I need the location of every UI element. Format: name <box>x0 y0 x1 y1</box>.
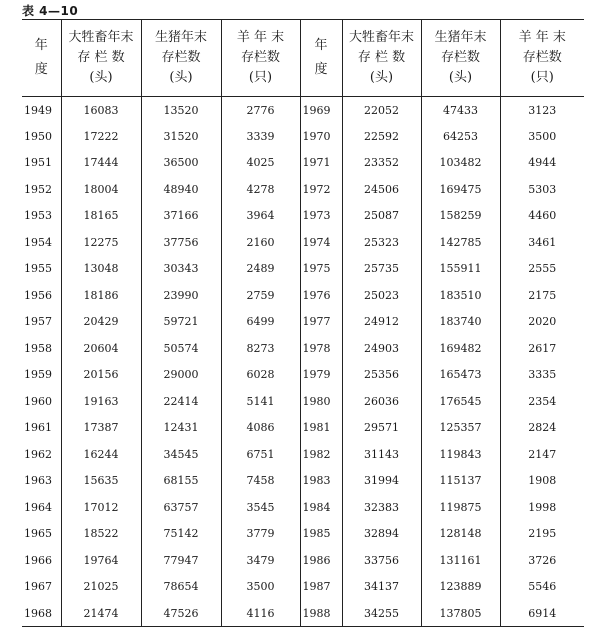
header-cattle-right: 大牲畜年末 存 栏 数 (头) <box>342 20 421 97</box>
cell-pig-left: 31520 <box>141 123 221 150</box>
cell-cattle-left: 17387 <box>61 415 141 442</box>
cell-sheep-left: 2776 <box>221 97 300 124</box>
cell-year-right: 1978 <box>300 335 342 362</box>
cell-sheep-right: 2175 <box>500 282 584 309</box>
cell-year-right: 1972 <box>300 176 342 203</box>
cell-year-left: 1955 <box>24 262 52 276</box>
cell-pig-left: 12431 <box>141 415 221 442</box>
cell-year-left: 1957 <box>24 315 52 329</box>
cell-cattle-left: 17222 <box>61 123 141 150</box>
cell-cattle-right: 33756 <box>342 547 421 574</box>
cell-cattle-left: 19764 <box>61 547 141 574</box>
cell-sheep-right: 3335 <box>500 362 584 389</box>
cell-year-left: 1949 <box>24 103 52 117</box>
cell-pig-left: 36500 <box>141 150 221 177</box>
cell-pig-right: 158259 <box>421 203 500 230</box>
cell-pig-right: 183740 <box>421 309 500 336</box>
cell-pig-right: 131161 <box>421 547 500 574</box>
cell-year-left: 1958 <box>24 341 52 355</box>
cell-cattle-left: 18165 <box>61 203 141 230</box>
cell-sheep-right: 3123 <box>500 97 584 124</box>
cell-cattle-right: 34255 <box>342 600 421 627</box>
cell-year-right: 1977 <box>300 309 342 336</box>
cell-sheep-left: 3545 <box>221 494 300 521</box>
cell-cattle-left: 18004 <box>61 176 141 203</box>
cell-year-left: 1952 <box>24 182 52 196</box>
header-pig-right: 生猪年末 存栏数 (头) <box>421 20 500 97</box>
table-body <box>22 97 584 627</box>
cell-year-left: 1968 <box>22 600 61 627</box>
cell-year-left: 1963 <box>24 474 52 488</box>
cell-pig-left: 22414 <box>141 388 221 415</box>
cell-year-left: 1967 <box>24 580 52 594</box>
cell-sheep-right: 6914 <box>500 600 584 627</box>
cell-year-right: 1970 <box>300 123 342 150</box>
cell-pig-left: 47526 <box>141 600 221 627</box>
cell-pig-right: 123889 <box>421 574 500 601</box>
cell-cattle-left: 17444 <box>61 150 141 177</box>
cell-year-right: 1984 <box>300 494 342 521</box>
cell-year-left: 1962 <box>24 447 52 461</box>
cell-cattle-right: 32894 <box>342 521 421 548</box>
cell-year-right: 1971 <box>300 150 342 177</box>
cell-year-left: 1959 <box>24 368 52 382</box>
cell-sheep-left: 3779 <box>221 521 300 548</box>
cell-pig-left: 37756 <box>141 229 221 256</box>
cell-year-left: 1965 <box>24 527 52 541</box>
cell-pig-right: 119843 <box>421 441 500 468</box>
cell-sheep-left: 3339 <box>221 123 300 150</box>
table-row <box>22 309 584 336</box>
cell-sheep-left: 2759 <box>221 282 300 309</box>
cell-year-right: 1979 <box>300 362 342 389</box>
cell-cattle-right: 24506 <box>342 176 421 203</box>
cell-sheep-left: 2160 <box>221 229 300 256</box>
cell-pig-left: 75142 <box>141 521 221 548</box>
cell-sheep-left: 7458 <box>221 468 300 495</box>
cell-year-right: 1974 <box>300 229 342 256</box>
cell-sheep-right: 2555 <box>500 256 584 283</box>
cell-year-right: 1975 <box>300 256 342 283</box>
cell-cattle-right: 25735 <box>342 256 421 283</box>
cell-sheep-right: 2824 <box>500 415 584 442</box>
cell-year-right: 1976 <box>300 282 342 309</box>
cell-sheep-right: 3726 <box>500 547 584 574</box>
cell-sheep-right: 5303 <box>500 176 584 203</box>
cell-cattle-right: 26036 <box>342 388 421 415</box>
cell-sheep-left: 3479 <box>221 547 300 574</box>
cell-cattle-left: 20429 <box>61 309 141 336</box>
cell-year-right: 1969 <box>300 97 342 124</box>
cell-cattle-left: 16083 <box>61 97 141 124</box>
cell-cattle-right: 24903 <box>342 335 421 362</box>
cell-year-left: 1966 <box>24 553 52 567</box>
cell-sheep-right: 3500 <box>500 123 584 150</box>
cell-cattle-left: 13048 <box>61 256 141 283</box>
cell-sheep-left: 4116 <box>221 600 300 627</box>
cell-pig-left: 37166 <box>141 203 221 230</box>
cell-year-right: 1973 <box>300 203 342 230</box>
cell-cattle-left: 12275 <box>61 229 141 256</box>
cell-cattle-left: 19163 <box>61 388 141 415</box>
table-row <box>22 123 584 150</box>
cell-sheep-right: 3461 <box>500 229 584 256</box>
cell-sheep-left: 4278 <box>221 176 300 203</box>
cell-pig-left: 78654 <box>141 574 221 601</box>
cell-year-right: 1988 <box>300 600 342 627</box>
cell-pig-left: 23990 <box>141 282 221 309</box>
cell-sheep-left: 2489 <box>221 256 300 283</box>
table-row <box>22 256 584 283</box>
cell-cattle-right: 25023 <box>342 282 421 309</box>
table-row <box>22 441 584 468</box>
cell-pig-right: 119875 <box>421 494 500 521</box>
cell-pig-left: 34545 <box>141 441 221 468</box>
cell-pig-right: 169475 <box>421 176 500 203</box>
cell-pig-right: 176545 <box>421 388 500 415</box>
table-row <box>22 521 584 548</box>
cell-sheep-left: 3500 <box>221 574 300 601</box>
cell-sheep-right: 5546 <box>500 574 584 601</box>
cell-sheep-left: 8273 <box>221 335 300 362</box>
cell-pig-left: 13520 <box>141 97 221 124</box>
cell-cattle-right: 32383 <box>342 494 421 521</box>
cell-pig-right: 64253 <box>421 123 500 150</box>
cell-cattle-right: 22592 <box>342 123 421 150</box>
cell-sheep-right: 2354 <box>500 388 584 415</box>
cell-pig-right: 137805 <box>421 600 500 627</box>
cell-pig-right: 165473 <box>421 362 500 389</box>
cell-cattle-right: 25356 <box>342 362 421 389</box>
header-year: 年 度 <box>22 20 61 97</box>
table-row <box>22 150 584 177</box>
cell-cattle-right: 24912 <box>342 309 421 336</box>
cell-year-right: 1981 <box>300 415 342 442</box>
cell-sheep-left: 3964 <box>221 203 300 230</box>
header-pig: 生猪年末 存栏数 (头) <box>141 20 221 97</box>
cell-year-left: 1964 <box>24 500 52 514</box>
table-row <box>22 203 584 230</box>
cell-year-left: 1961 <box>24 421 52 435</box>
table-row <box>22 362 584 389</box>
cell-pig-right: 115137 <box>421 468 500 495</box>
cell-sheep-right: 2195 <box>500 521 584 548</box>
cell-cattle-left: 15635 <box>61 468 141 495</box>
cell-cattle-right: 23352 <box>342 150 421 177</box>
cell-pig-right: 47433 <box>421 97 500 124</box>
table-row <box>22 574 584 601</box>
cell-year-right: 1986 <box>300 547 342 574</box>
cell-pig-right: 183510 <box>421 282 500 309</box>
table-row <box>22 176 584 203</box>
cell-pig-left: 30343 <box>141 256 221 283</box>
cell-cattle-left: 18186 <box>61 282 141 309</box>
header-year-right: 年 度 <box>300 20 342 97</box>
header-sheep: 羊 年 末 存栏数 (只) <box>221 20 300 97</box>
cell-pig-left: 48940 <box>141 176 221 203</box>
table-row <box>22 415 584 442</box>
cell-sheep-left: 6499 <box>221 309 300 336</box>
header-row <box>22 20 584 97</box>
cell-year-right: 1985 <box>300 521 342 548</box>
livestock-table <box>22 19 584 627</box>
table-row <box>22 335 584 362</box>
cell-pig-left: 68155 <box>141 468 221 495</box>
cell-year-left: 1953 <box>24 209 52 223</box>
cell-sheep-right: 2020 <box>500 309 584 336</box>
table-row <box>22 388 584 415</box>
cell-sheep-left: 4086 <box>221 415 300 442</box>
cell-year-left: 1954 <box>24 235 52 249</box>
header-sheep-right: 羊 年 末 存栏数 (只) <box>500 20 584 97</box>
cell-cattle-right: 31143 <box>342 441 421 468</box>
cell-pig-right: 125357 <box>421 415 500 442</box>
cell-pig-left: 50574 <box>141 335 221 362</box>
cell-sheep-right: 4944 <box>500 150 584 177</box>
cell-pig-right: 128148 <box>421 521 500 548</box>
cell-sheep-right: 2147 <box>500 441 584 468</box>
cell-sheep-right: 4460 <box>500 203 584 230</box>
cell-cattle-right: 25087 <box>342 203 421 230</box>
cell-cattle-left: 21474 <box>61 600 141 627</box>
cell-cattle-right: 31994 <box>342 468 421 495</box>
table-row <box>22 468 584 495</box>
cell-pig-left: 77947 <box>141 547 221 574</box>
cell-year-right: 1980 <box>300 388 342 415</box>
cell-sheep-right: 2617 <box>500 335 584 362</box>
cell-cattle-left: 21025 <box>61 574 141 601</box>
table-row <box>22 229 584 256</box>
cell-year-left: 1951 <box>24 156 52 170</box>
cell-cattle-right: 22052 <box>342 97 421 124</box>
cell-year-left: 1960 <box>24 394 52 408</box>
cell-year-left: 1950 <box>24 129 52 143</box>
cell-cattle-right: 29571 <box>342 415 421 442</box>
cell-pig-right: 103482 <box>421 150 500 177</box>
cell-pig-right: 155911 <box>421 256 500 283</box>
cell-cattle-right: 25323 <box>342 229 421 256</box>
cell-cattle-left: 20156 <box>61 362 141 389</box>
cell-sheep-left: 4025 <box>221 150 300 177</box>
cell-year-right: 1982 <box>300 441 342 468</box>
cell-year-right: 1987 <box>300 574 342 601</box>
cell-sheep-left: 6028 <box>221 362 300 389</box>
cell-cattle-left: 17012 <box>61 494 141 521</box>
cell-cattle-left: 16244 <box>61 441 141 468</box>
cell-pig-right: 169482 <box>421 335 500 362</box>
table-row <box>22 97 584 124</box>
cell-pig-right: 142785 <box>421 229 500 256</box>
table-row <box>22 600 584 627</box>
cell-pig-left: 63757 <box>141 494 221 521</box>
cell-sheep-right: 1998 <box>500 494 584 521</box>
table-row <box>22 494 584 521</box>
cell-pig-left: 29000 <box>141 362 221 389</box>
cell-sheep-right: 1908 <box>500 468 584 495</box>
table-row <box>22 282 584 309</box>
cell-cattle-left: 18522 <box>61 521 141 548</box>
table-row <box>22 547 584 574</box>
cell-year-right: 1983 <box>300 468 342 495</box>
cell-sheep-left: 6751 <box>221 441 300 468</box>
cell-year-left: 1956 <box>24 288 52 302</box>
cell-pig-left: 59721 <box>141 309 221 336</box>
header-cattle: 大牲畜年末 存 栏 数 (头) <box>61 20 141 97</box>
cell-cattle-right: 34137 <box>342 574 421 601</box>
table-caption: 表 4—10 <box>22 4 79 18</box>
cell-sheep-left: 5141 <box>221 388 300 415</box>
cell-cattle-left: 20604 <box>61 335 141 362</box>
